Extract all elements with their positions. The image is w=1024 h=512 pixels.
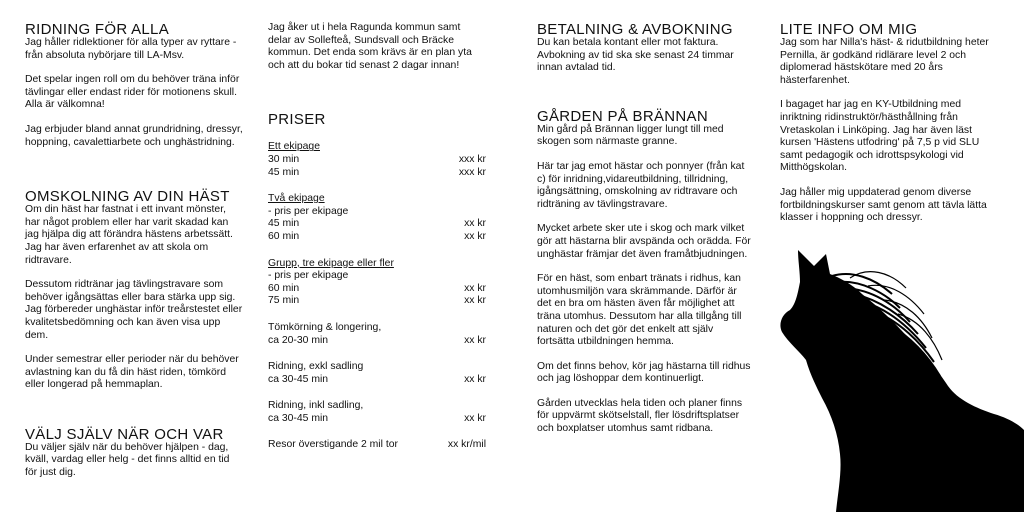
price-row — [268, 154, 486, 167]
price-row — [268, 218, 486, 231]
paragraph: Du väljer själv när du behöver hjälpen - dag, kväll, vardag eller helg - det finns alltid en tid för just dig. — [25, 441, 230, 479]
price-group-sub: - pris per ekipage — [268, 270, 349, 282]
paragraph: Det spelar ingen roll om du behöver träna inför tävlingar eller endast rider för motionens skull. Alla är välkomna! — [25, 74, 240, 111]
price-group-title: Tömkörning & longering, — [268, 321, 382, 333]
paragraph: Dessutom ridtränar jag tävlingstravare som behöver igångsättas eller bara stärka upp sig. Jag förbereder unghästar inför treårstestet eller kvalitetsbedömning och kan även visa upp dem. — [25, 279, 243, 341]
price-group-group — [268, 258, 486, 308]
intro-paragraph: Jag åker ut i hela Ragunda kommun samt delar av Sollefteå, Sundsvall och Bräcke kommun. Det enda som krävs är en plan yta och att du bokar tid senast 2 dagar innan! — [268, 22, 472, 71]
section-title-riding: RIDNING FÖR ALLA — [25, 21, 169, 38]
price-group-title: Ridning, inkl sadling, — [268, 400, 364, 412]
paragraph: Om det finns behov, kör jag hästarna till ridhus och jag löshoppar dem kontinuerligt. — [537, 360, 751, 385]
price-row — [268, 335, 486, 348]
section-title-choose: VÄLJ SJÄLV NÄR OCH VAR — [25, 425, 224, 443]
price-label: ca 30-45 min — [268, 373, 329, 385]
paragraph: Jag håller ridlektioner för alla typer av ryttare - från absoluta nybörjare till LA-Msv. — [25, 37, 237, 61]
price-group-title: Två ekipage — [268, 193, 325, 205]
paragraph: Här tar jag emot hästar och ponnyer (från kat c) för inridning,vidareutbildning, tillridning, igångsättning, omskolning av ridtravare och ridträning av tävlingstravare. — [537, 160, 745, 210]
paragraph: Mycket arbete sker ute i skog och mark vilket gör att hästarna blir avspända och orädda. För unghästar främjar det även framåtbjudningen. — [537, 223, 751, 260]
paragraph: Jag erbjuder bland annat grundridning, dressyr, hoppning, cavalettiarbete och unghästridning. — [25, 123, 243, 148]
section-title-retraining: OMSKOLNING AV DIN HÄST — [25, 188, 230, 206]
price-group-title: Ett ekipage — [268, 141, 320, 153]
price-group-single — [268, 141, 486, 179]
section-title-about: LITE INFO OM MIG — [780, 21, 918, 38]
price-value: xx kr — [464, 373, 486, 385]
paragraph: För en häst, som enbart tränats i ridhus, kan utomhusmiljön vara skrämmande. Därför är det en bra om hästen även får möjlighet att träna utomhus. Dessutom har alla tillgång till naturen och det gör det enkelt att själv fortsätta utbildningen hemma. — [537, 273, 742, 348]
price-row — [268, 295, 486, 308]
paragraph: Om din häst har fastnat i ett invant mönster, har något problem eller har varit skadad kan jag hjälpa dig att förändra hästens arbetssätt. Jag har även erfarenhet av att skola om ridtravare. — [25, 204, 233, 266]
column-about — [780, 22, 1002, 237]
price-value: xx kr — [464, 282, 486, 294]
price-value: xx kr/mil — [447, 439, 486, 451]
price-label: 75 min — [268, 295, 300, 307]
price-value: xx kr — [464, 218, 486, 230]
price-value: xx kr — [464, 412, 486, 424]
price-label: ca 20-30 min — [268, 334, 329, 346]
paragraph: Gården utvecklas hela tiden och planer finns för uppvärmt skötselstall, fler lösdriftsplatser och boxplatser utomhus samt ridbana. — [537, 397, 743, 435]
price-value: xx kr — [464, 334, 486, 346]
price-label: 30 min — [268, 153, 300, 165]
column-prices — [268, 22, 486, 452]
price-label: 45 min — [268, 166, 300, 178]
paragraph: I bagaget har jag en KY-Utbildning med inriktning ridinstruktör/hästhållning från Vretaskolan i Linköping. Jag har även läst kursen 'Hästens utfodring' på 7,5 p vid SLU samt pedagogik och idrottspsykologi vid Mitthögskolan. — [780, 99, 980, 174]
section-title-farm: GÅRDEN PÅ BRÄNNAN — [537, 107, 708, 125]
price-value: xx kr — [464, 230, 486, 242]
price-group-two — [268, 193, 486, 243]
price-label: 60 min — [268, 282, 300, 294]
price-group-riding-excl — [268, 361, 486, 386]
price-group-sub: - pris per ekipage — [268, 205, 349, 217]
price-row — [268, 167, 486, 180]
price-label: 45 min — [268, 218, 300, 230]
column-riding — [25, 22, 243, 492]
price-label: ca 30-45 min — [268, 412, 329, 424]
column-farm — [537, 22, 752, 448]
section-title-payment: BETALNING & AVBOKNING — [537, 21, 733, 38]
price-row — [268, 283, 486, 296]
horse-silhouette-icon — [780, 248, 1024, 512]
paragraph: Min gård på Brännan ligger lungt till med skogen som närmaste granne. — [537, 123, 724, 148]
price-group-lunging — [268, 322, 486, 347]
paragraph: Under semestrar eller perioder när du behöver avlastning kan du få din häst riden, tömkörd eller longerad på hemmaplan. — [25, 354, 239, 391]
price-group-title: Ridning, exkl sadling — [268, 361, 364, 373]
price-label: Resor överstigande 2 mil tor — [268, 439, 398, 451]
paragraph: Du kan betala kontant eller mot faktura. Avbokning av tid ska ske senast 24 timmar innan avtalad tid. — [537, 37, 734, 74]
price-value: xxx kr — [458, 153, 486, 165]
price-label: 60 min — [268, 230, 300, 242]
price-group-riding-incl — [268, 400, 486, 425]
price-row — [268, 374, 486, 387]
price-row — [268, 413, 486, 426]
price-value: xx kr — [464, 295, 486, 307]
price-value: xxx kr — [458, 166, 486, 178]
paragraph: Jag som har Nilla's häst- & ridutbildning heter Pernilla, är godkänd ridlärare level 2 och diplomerad hästskötare med 20 års hästerfarenhet. — [780, 37, 989, 86]
travel-row — [268, 439, 486, 452]
section-title-prices: PRISER — [268, 111, 326, 129]
price-row — [268, 231, 486, 244]
paragraph: Jag håller mig uppdaterad genom diverse fortbildningskurser samt genom att tävla lätta klasser i hoppning och dressyr. — [780, 186, 987, 224]
price-group-title: Grupp, tre ekipage eller fler — [268, 257, 394, 269]
